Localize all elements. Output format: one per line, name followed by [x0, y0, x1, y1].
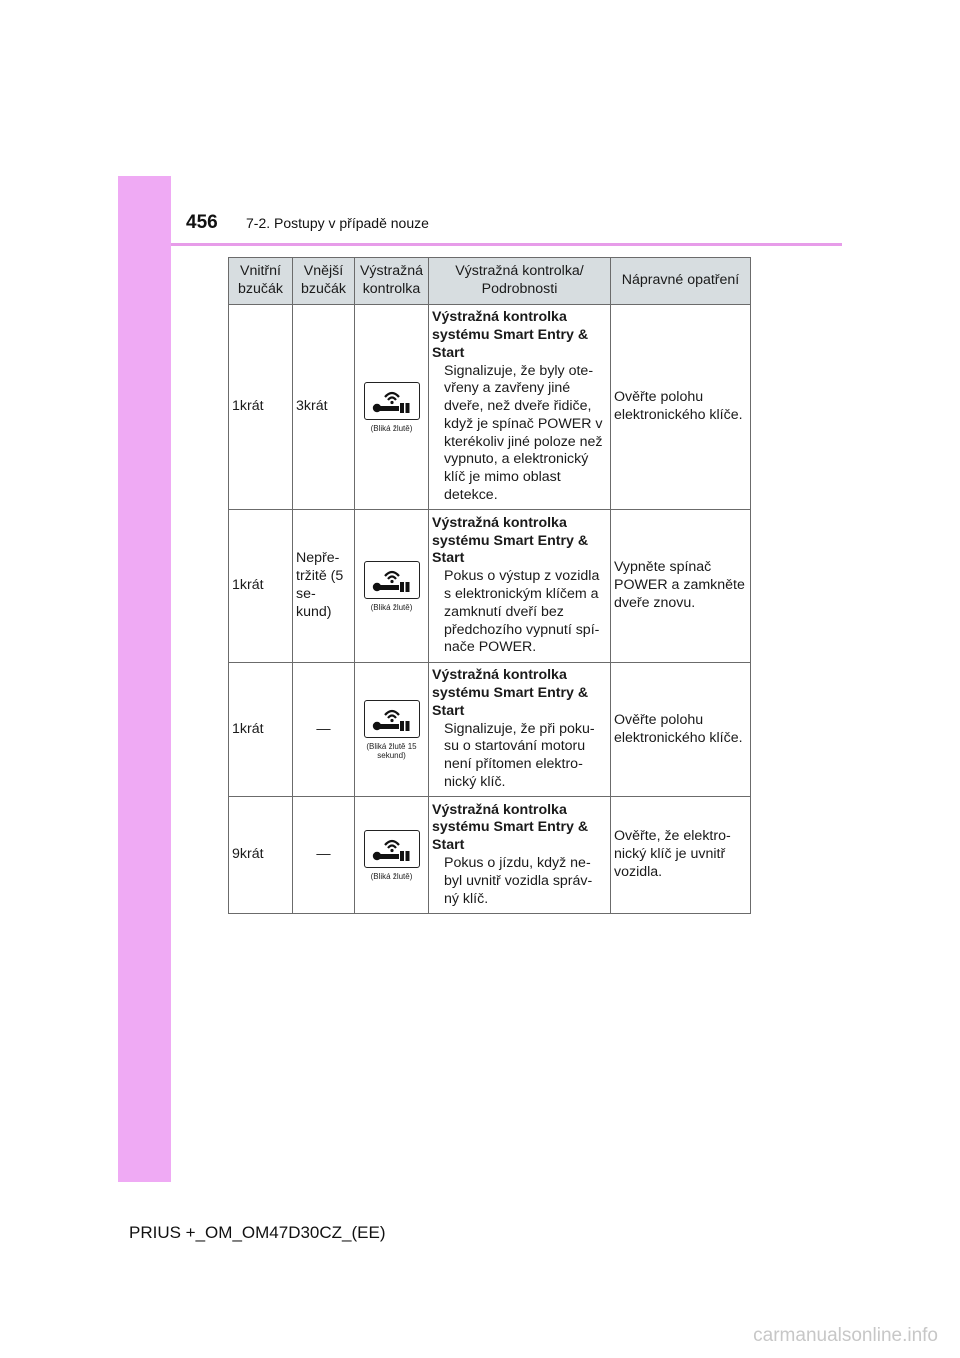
- detail-title: Výstražná kontrolka systému Smart Entry & Start: [432, 514, 589, 567]
- details-cell: [429, 797, 611, 914]
- outer-buzzer-cell: —: [293, 797, 355, 914]
- table-row: [229, 305, 751, 510]
- table-header-row: [229, 258, 751, 305]
- indicator-note: (Bliká žlutě): [370, 602, 413, 612]
- remedy-cell: Ověřte polohu elektronického klíče.: [611, 305, 751, 510]
- page-number: 456: [186, 212, 218, 233]
- table-row: [229, 510, 751, 663]
- chapter-tab-strip: [118, 176, 171, 1182]
- page-header: [186, 212, 429, 242]
- detail-text: Signalizuje, že při poku-su o startování motoru není přítomen elektro-nický klíč.: [444, 720, 595, 790]
- warning-buzzer-table: [228, 257, 751, 914]
- header-outer-buzzer: Vnější bzučák: [293, 258, 355, 305]
- detail-title: Výstražná kontrolka systému Smart Entry & Start: [432, 667, 589, 719]
- detail-title: Výstražná kontrolka systému Smart Entry & Start: [432, 801, 589, 854]
- inner-buzzer-cell: 9krát: [229, 797, 293, 914]
- details-cell: [429, 510, 611, 663]
- header-inner-buzzer: Vnitřní bzučák: [229, 258, 293, 305]
- indicator-note: (Bliká žlutě 15 sekund): [366, 741, 417, 760]
- warning-light-cell: [355, 305, 429, 510]
- detail-text: Pokus o jízdu, když ne-byl uvnitř vozidla správ-ný klíč.: [444, 855, 593, 907]
- smart-key-warning-icon: [364, 830, 420, 868]
- detail-title: Výstražná kontrolka systému Smart Entry & Start: [432, 309, 589, 361]
- smart-key-warning-icon: [364, 561, 420, 599]
- document-footer: PRIUS +_OM_OM47D30CZ_(EE): [129, 1223, 386, 1242]
- table-row: [229, 663, 751, 797]
- inner-buzzer-cell: 1krát: [229, 663, 293, 797]
- header-remedy: Nápravné opatření: [611, 258, 751, 305]
- indicator-note: (Bliká žlutě): [370, 423, 413, 433]
- remedy-cell: Vypněte spínač POWER a zamkněte dveře znovu.: [611, 510, 751, 663]
- header-divider: [171, 243, 842, 246]
- warning-light-cell: [355, 797, 429, 914]
- outer-buzzer-cell: Nepře-tržitě (5 se-kund): [293, 510, 355, 663]
- details-cell: [429, 663, 611, 797]
- outer-buzzer-cell: 3krát: [293, 305, 355, 510]
- remedy-cell: Ověřte, že elektro-nický klíč je uvnitř vozidla.: [611, 797, 751, 914]
- smart-key-warning-icon: [364, 382, 420, 420]
- detail-text: Signalizuje, že byly ote-vřeny a zavřeny jiné dveře, než dveře řidiče, když je spínač POWER v kterékoliv jiné poloze než vypnuto, a elektronický klíč je mimo oblast detekce.: [444, 362, 603, 504]
- header-warning-light: Výstražná kontrolka: [355, 258, 429, 305]
- warning-light-cell: [355, 510, 429, 663]
- outer-buzzer-cell: —: [293, 663, 355, 797]
- watermark: carmanualsonline.info: [753, 1325, 938, 1346]
- details-cell: [429, 305, 611, 510]
- indicator-note: (Bliká žlutě): [370, 871, 413, 881]
- header-details: Výstražná kontrolka/ Podrobnosti: [429, 258, 611, 305]
- detail-text: Pokus o výstup z vozidla s elektronickým klíčem a zamknutí dveří bez předchozího vypnutí spí-nače POWER.: [444, 568, 600, 656]
- section-title: 7-2. Postupy v případě nouze: [246, 215, 429, 231]
- table-row: [229, 797, 751, 914]
- smart-key-warning-icon: [364, 700, 420, 738]
- inner-buzzer-cell: 1krát: [229, 305, 293, 510]
- warning-light-cell: [355, 663, 429, 797]
- remedy-cell: Ověřte polohu elektronického klíče.: [611, 663, 751, 797]
- inner-buzzer-cell: 1krát: [229, 510, 293, 663]
